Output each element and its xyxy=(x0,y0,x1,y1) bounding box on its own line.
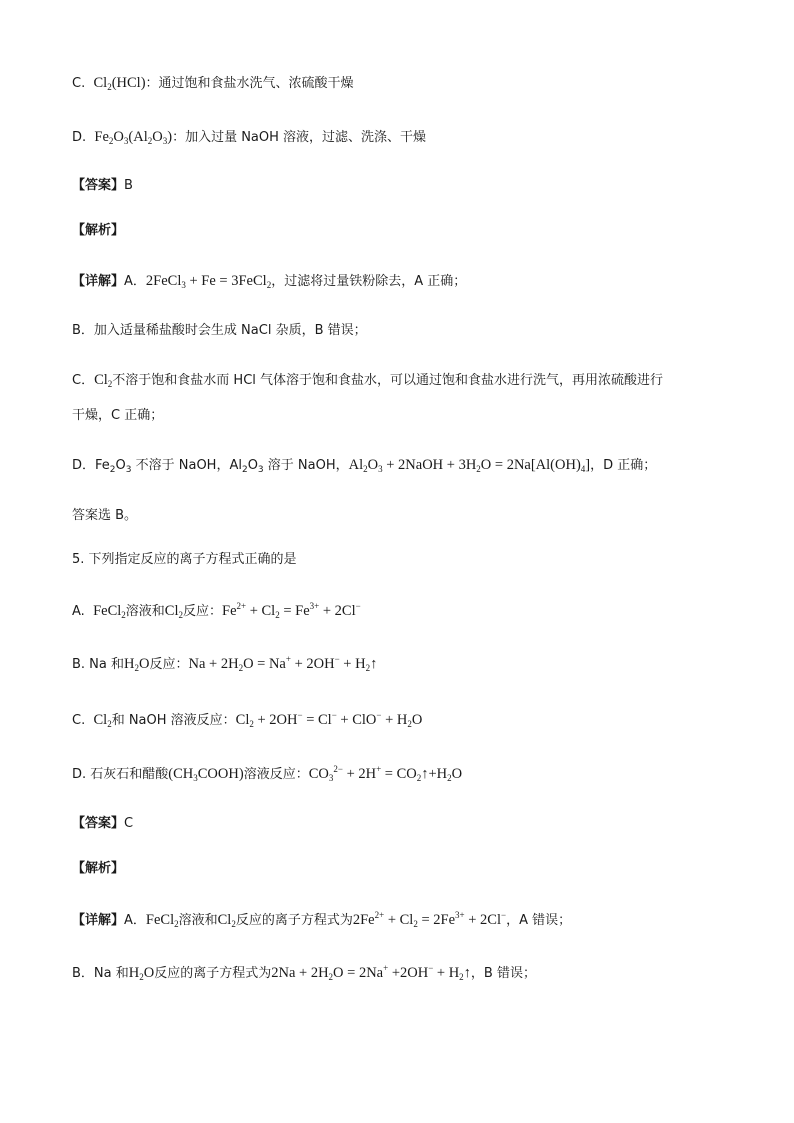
q5-option-a: A. FeCl$_2$溶液和$Cl_2$反应：$Fe^{2+} + Cl_2 = Fe^{3+} + 2Cl^-$ xyxy=(72,601,361,620)
detail-c-q4-line1: C．$Cl_2$不溶于饱和食盐水而 HCl 气体溶于饱和食盐水，可以通过饱和食盐水进行洗气，再用浓硫酸进行 xyxy=(72,372,664,389)
question-5-title: 5. 下列指定反应的离子方程式正确的是 xyxy=(72,552,297,567)
detail-b-q5: B．Na 和$H_2O$反应的离子方程式为$2Na + 2H_2O = 2Na^+ +2OH^-$ + $H_2↑$，B 错误； xyxy=(72,963,536,982)
q5-option-d: D. 石灰石和醋酸$(CH_3COOH)$溶液反应：$CO_3^{2-} + 2H^+$ = $CO_2↑+H_2O$ xyxy=(72,764,463,783)
detail-a-q5: 【详解】A．FeCl$_2$溶液和$Cl_2$反应的离子方程式为$2Fe^{2+} + Cl_2 = 2Fe^{3+} + 2Cl^-$，A 错误； xyxy=(72,910,572,929)
analysis-heading-q4: 【解析】 xyxy=(72,223,125,238)
answer-q4: 【答案】B xyxy=(72,178,133,193)
q5-option-b: B. Na 和$H_2O$反应：$Na + 2H_2O = Na^+ + 2OH^-$ + $H_2↑$ xyxy=(72,654,378,673)
answer-q5: 【答案】C xyxy=(72,816,134,831)
answer-choice-q4: 答案选 B。 xyxy=(72,508,138,523)
detail-c-q4-line2: 干燥，C 正确； xyxy=(72,408,164,423)
option-c-cl2-hcl: C. $Cl_2(HCl)$：通过饱和食盐水洗气、浓硫酸干燥 xyxy=(72,75,354,92)
analysis-heading-q5: 【解析】 xyxy=(72,861,125,876)
q5-option-c: C. $Cl_2$和 NaOH 溶液反应：$Cl_2 + 2OH^- = Cl^- + ClO^- + H_2O$ xyxy=(72,710,423,729)
option-d-fe2o3-al2o3: D. $Fe_2O_3(Al_2O_3)$：加入过量 NaOH 溶液，过滤、洗涤、干燥 xyxy=(72,129,427,146)
detail-a-q4: 【详解】A．2FeCl$_3$ + Fe = 3FeCl$_2$，过滤将过量铁粉除去，A 正确； xyxy=(72,273,467,290)
detail-b-q4: B．加入适量稀盐酸时会生成 NaCl 杂质，B 错误； xyxy=(72,323,367,338)
detail-d-q4: D．$Fe_2O_3$ 不溶于 NaOH，$Al_2O_3$ 溶于 NaOH，$Al_2O_3$ + 2NaOH + $3H_2O = 2Na[Al(OH)_4]$，D 正确； xyxy=(72,457,657,475)
